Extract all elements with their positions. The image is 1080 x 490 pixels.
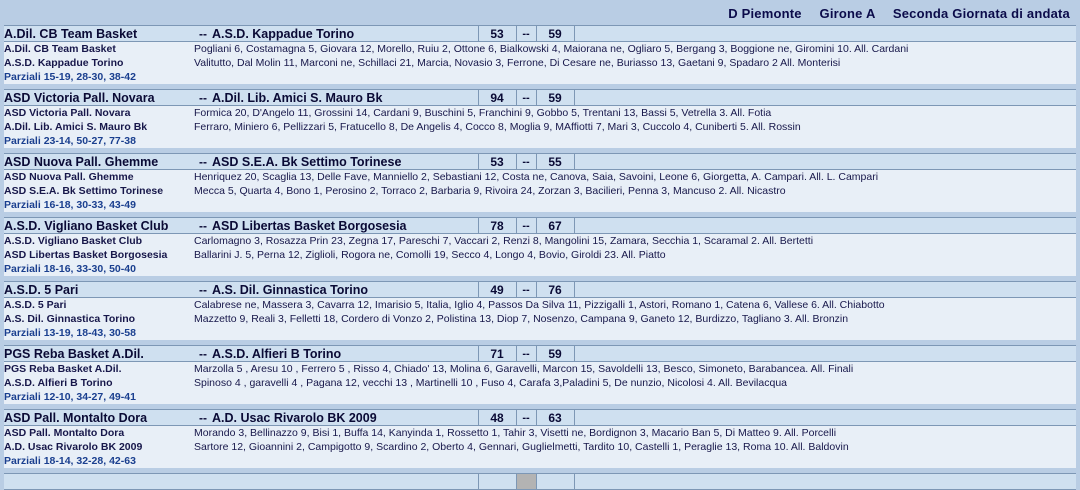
vs-dash: -- xyxy=(194,218,212,234)
away-detail-players: Spinoso 4 , garavelli 4 , Pagana 12, vecchi 13 , Martinelli 10 , Fuso 4, Carafa 3,Paladini 5, De nunzio, Nicolosi 4. All. Bevilacqua xyxy=(194,376,1076,390)
home-detail-players: Morando 3, Bellinazzo 9, Bisi 1, Buffa 14, Kanyinda 1, Rossetto 1, Tahir 3, Visetti ne, Bordignon 3, Macario Ban 5, Di Matteo 9. All. Porcelli xyxy=(194,426,1076,441)
away-detail-team: ASD Libertas Basket Borgosesia xyxy=(4,248,194,262)
away-team: ASD Libertas Basket Borgosesia xyxy=(212,218,478,234)
home-detail-team: PGS Reba Basket A.Dil. xyxy=(4,362,194,377)
page-header xyxy=(4,4,1076,25)
away-detail-row xyxy=(4,56,1076,70)
home-detail-players: Carlomagno 3, Rosazza Prin 23, Zegna 17, Pareschi 7, Vaccari 2, Renzi 8, Mangolini 15, Zamara, Secchia 1, Scaramal 2. All. Bertetti xyxy=(194,234,1076,249)
parziali-row xyxy=(4,326,1076,340)
home-score: 49 xyxy=(478,282,516,298)
away-detail-row xyxy=(4,120,1076,134)
away-detail-team: A.S.D. Kappadue Torino xyxy=(4,56,194,70)
home-detail-row xyxy=(4,298,1076,313)
match-row[interactable] xyxy=(4,346,1076,362)
away-detail-players: Mecca 5, Quarta 4, Bono 1, Perosino 2, Torraco 2, Barbaria 9, Rivoira 24, Zorzan 3, Bacilieri, Penna 3, Mancuso 2. All. Nicastro xyxy=(194,184,1076,198)
away-detail-players: Ballarini J. 5, Perna 12, Ziglioli, Rogora ne, Comolli 19, Secco 4, Longo 4, Bovio, Giroldi 23. All. Piatto xyxy=(194,248,1076,262)
away-score: 76 xyxy=(536,282,574,298)
away-score: 59 xyxy=(536,346,574,362)
away-detail-team: ASD S.E.A. Bk Settimo Torinese xyxy=(4,184,194,198)
empty-away-team xyxy=(212,474,478,490)
vs-dash: -- xyxy=(194,90,212,106)
home-score: 53 xyxy=(478,26,516,42)
match-row[interactable] xyxy=(4,410,1076,426)
home-detail-players: Formica 20, D'Angelo 11, Grossini 14, Cardani 9, Buschini 5, Franchini 9, Gobbo 5, Trentani 13, Bassi 5, Vetrella 3. All. Fotia xyxy=(194,106,1076,121)
header-round: Seconda Giornata di andata xyxy=(892,6,1070,21)
match-row[interactable] xyxy=(4,218,1076,234)
home-detail-team: ASD Victoria Pall. Novara xyxy=(4,106,194,121)
home-team: A.S.D. Vigliano Basket Club xyxy=(4,218,194,234)
away-detail-row xyxy=(4,312,1076,326)
home-score: 48 xyxy=(478,410,516,426)
away-team: A.S.D. Alfieri B Torino xyxy=(212,346,478,362)
away-score: 63 xyxy=(536,410,574,426)
empty-vs-dash xyxy=(194,474,212,490)
score-separator: -- xyxy=(516,282,536,298)
away-detail-row xyxy=(4,248,1076,262)
away-score: 59 xyxy=(536,90,574,106)
home-team: ASD Nuova Pall. Ghemme xyxy=(4,154,194,170)
away-detail-row xyxy=(4,376,1076,390)
empty-match-row xyxy=(4,474,1076,490)
home-detail-team: A.Dil. CB Team Basket xyxy=(4,42,194,57)
home-detail-row xyxy=(4,106,1076,121)
home-detail-players: Henriquez 20, Scaglia 13, Delle Fave, Manniello 2, Sebastiani 12, Costa ne, Canova, Saia, Savoini, Leone 6, Giorgetta, A. Campari. All. L. Campari xyxy=(194,170,1076,185)
home-team: ASD Pall. Montalto Dora xyxy=(4,410,194,426)
parziali-text: Parziali 15-19, 28-30, 38-42 xyxy=(4,70,1076,84)
home-team: ASD Victoria Pall. Novara xyxy=(4,90,194,106)
parziali-row xyxy=(4,454,1076,468)
parziali-row xyxy=(4,390,1076,404)
parziali-row xyxy=(4,262,1076,276)
match-row-filler xyxy=(574,346,1076,362)
home-score: 78 xyxy=(478,218,516,234)
header-group: Girone A xyxy=(819,6,876,21)
score-separator: -- xyxy=(516,410,536,426)
away-detail-players: Sartore 12, Gioannini 2, Campigotto 9, Scardino 2, Oberto 4, Gennari, Guglielmetti, Tardito 10, Castelli 1, Peraglie 13, Roma 10. All. Baldovin xyxy=(194,440,1076,454)
vs-dash: -- xyxy=(194,154,212,170)
home-detail-players: Marzolla 5 , Aresu 10 , Ferrero 5 , Risso 4, Chiado' 13, Molina 6, Garavelli, Marcon 15, Savoldelli 13, Besco, Simoneto, Barabancea. All. Finali xyxy=(194,362,1076,377)
away-detail-row xyxy=(4,440,1076,454)
match-row-filler xyxy=(574,90,1076,106)
empty-filler xyxy=(574,474,1076,490)
match-row-filler xyxy=(574,154,1076,170)
home-team: PGS Reba Basket A.Dil. xyxy=(4,346,194,362)
home-detail-team: A.S.D. 5 Pari xyxy=(4,298,194,313)
home-team: A.S.D. 5 Pari xyxy=(4,282,194,298)
parziali-text: Parziali 13-19, 18-43, 30-58 xyxy=(4,326,1076,340)
empty-home-team xyxy=(4,474,194,490)
parziali-row xyxy=(4,70,1076,84)
vs-dash: -- xyxy=(194,410,212,426)
match-row[interactable] xyxy=(4,282,1076,298)
home-detail-team: A.S.D. Vigliano Basket Club xyxy=(4,234,194,249)
away-score: 55 xyxy=(536,154,574,170)
away-detail-players: Mazzetto 9, Reali 3, Felletti 18, Cordero di Vonzo 2, Polistina 13, Diop 7, Nosenzo, Campana 9, Ganeto 12, Burdizzo, Tagliano 3. All. Bronzin xyxy=(194,312,1076,326)
match-row[interactable] xyxy=(4,154,1076,170)
away-detail-team: A.S. Dil. Ginnastica Torino xyxy=(4,312,194,326)
away-detail-team: A.S.D. Alfieri B Torino xyxy=(4,376,194,390)
parziali-text: Parziali 18-16, 33-30, 50-40 xyxy=(4,262,1076,276)
away-detail-players: Valitutto, Dal Molin 11, Marconi ne, Schillaci 21, Marcia, Novasio 3, Ferrone, Di Cesare ne, Buriasso 13, Gaetani 9, Spadaro 2 All. Monterisi xyxy=(194,56,1076,70)
home-detail-row xyxy=(4,42,1076,57)
home-detail-players: Calabrese ne, Massera 3, Cavarra 12, Imarisio 5, Italia, Iglio 4, Passos Da Silva 11, Pizzigalli 1, Astori, Romano 1, Catena 6, Vallese 6. All. Chiabotto xyxy=(194,298,1076,313)
match-row-filler xyxy=(574,410,1076,426)
parziali-row xyxy=(4,198,1076,212)
match-row-filler xyxy=(574,218,1076,234)
parziali-text: Parziali 23-14, 50-27, 77-38 xyxy=(4,134,1076,148)
match-row-filler xyxy=(574,26,1076,42)
parziali-text: Parziali 18-14, 32-28, 42-63 xyxy=(4,454,1076,468)
home-detail-players: Pogliani 6, Costamagna 5, Giovara 12, Morello, Ruiu 2, Ottone 6, Bialkowski 4, Maiorana ne, Ogliaro 5, Bergang 3, Boggione ne, Giromini 10. All. Cardani xyxy=(194,42,1076,57)
vs-dash: -- xyxy=(194,282,212,298)
match-row-filler xyxy=(574,282,1076,298)
away-detail-row xyxy=(4,184,1076,198)
home-detail-row xyxy=(4,362,1076,377)
match-row[interactable] xyxy=(4,26,1076,42)
home-detail-row xyxy=(4,170,1076,185)
parziali-row xyxy=(4,134,1076,148)
away-team: A.D. Usac Rivarolo BK 2009 xyxy=(212,410,478,426)
score-separator: -- xyxy=(516,154,536,170)
parziali-text: Parziali 16-18, 30-33, 43-49 xyxy=(4,198,1076,212)
home-detail-row xyxy=(4,234,1076,249)
games-table xyxy=(4,25,1076,490)
vs-dash: -- xyxy=(194,346,212,362)
empty-away-score xyxy=(536,474,574,490)
away-score: 67 xyxy=(536,218,574,234)
away-detail-team: A.D. Usac Rivarolo BK 2009 xyxy=(4,440,194,454)
away-team: A.Dil. Lib. Amici S. Mauro Bk xyxy=(212,90,478,106)
empty-score-separator xyxy=(516,474,536,490)
score-separator: -- xyxy=(516,26,536,42)
away-detail-team: A.Dil. Lib. Amici S. Mauro Bk xyxy=(4,120,194,134)
away-team: A.S. Dil. Ginnastica Torino xyxy=(212,282,478,298)
home-detail-team: ASD Pall. Montalto Dora xyxy=(4,426,194,441)
home-team: A.Dil. CB Team Basket xyxy=(4,26,194,42)
parziali-text: Parziali 12-10, 34-27, 49-41 xyxy=(4,390,1076,404)
away-score: 59 xyxy=(536,26,574,42)
score-separator: -- xyxy=(516,90,536,106)
home-detail-row xyxy=(4,426,1076,441)
vs-dash: -- xyxy=(194,26,212,42)
header-region: D Piemonte xyxy=(728,6,802,21)
home-detail-team: ASD Nuova Pall. Ghemme xyxy=(4,170,194,185)
home-score: 53 xyxy=(478,154,516,170)
home-score: 94 xyxy=(478,90,516,106)
score-separator: -- xyxy=(516,346,536,362)
home-score: 71 xyxy=(478,346,516,362)
away-team: ASD S.E.A. Bk Settimo Torinese xyxy=(212,154,478,170)
away-detail-players: Ferraro, Miniero 6, Pellizzari 5, Fratucello 8, De Angelis 4, Cocco 8, Moglia 9, MAffiotti 7, Mari 3, Cuccolo 4, Cuniberti 5. All. Rossin xyxy=(194,120,1076,134)
score-separator: -- xyxy=(516,218,536,234)
match-row[interactable] xyxy=(4,90,1076,106)
away-team: A.S.D. Kappadue Torino xyxy=(212,26,478,42)
empty-home-score xyxy=(478,474,516,490)
